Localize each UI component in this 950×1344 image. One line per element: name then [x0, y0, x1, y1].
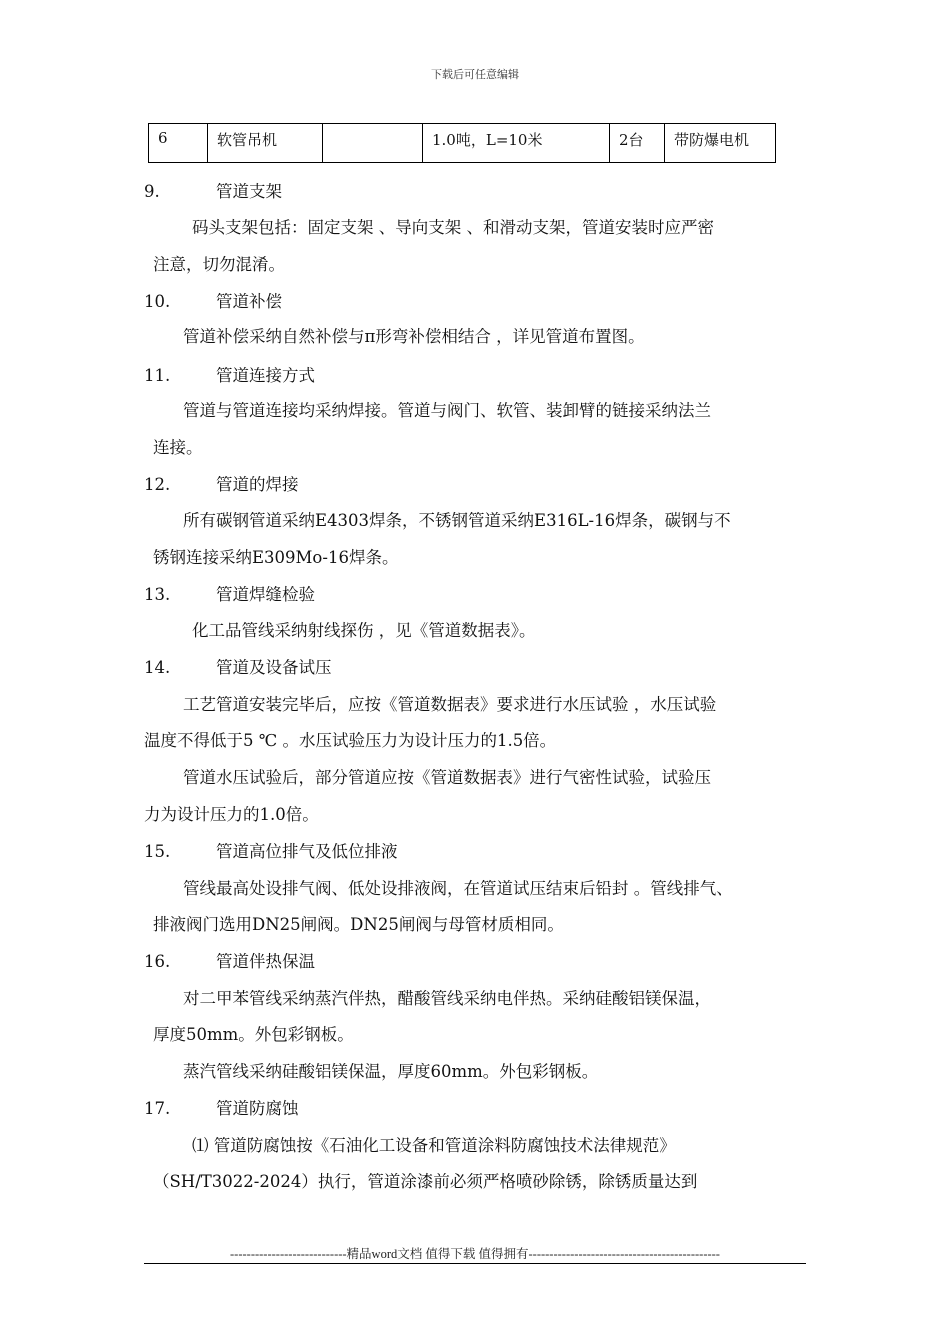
section-number: 10. [144, 292, 171, 311]
equipment-table [148, 123, 776, 163]
section-title: 管道及设备试压 [216, 658, 332, 677]
section-title: 管道防腐蚀 [216, 1099, 299, 1118]
table-cell-name: 软管吊机 [208, 124, 323, 163]
section-title: 管道连接方式 [216, 366, 315, 385]
section-number: 14. [144, 658, 171, 677]
section-number: 15. [144, 842, 171, 861]
section-number: 12. [144, 475, 171, 494]
section-number: 13. [144, 585, 171, 604]
section-title: 管道补偿 [216, 292, 282, 311]
table-cell-model [323, 124, 423, 163]
table-row [149, 124, 776, 163]
table-cell-note: 带防爆电机 [665, 124, 776, 163]
section-title: 管道焊缝检验 [216, 585, 315, 604]
table-cell-qty: 2台 [610, 124, 665, 163]
page-header: 下载后可任意编辑 [431, 68, 519, 81]
section-number: 9. [144, 182, 160, 201]
footer-divider [144, 1263, 806, 1264]
section-title: 管道的焊接 [216, 475, 299, 494]
section-number: 17. [144, 1099, 171, 1118]
section-number: 11. [144, 366, 171, 385]
section-number: 16. [144, 952, 171, 971]
section-title: 管道伴热保温 [216, 952, 315, 971]
table-cell-spec: 1.0吨，L=10米 [423, 124, 610, 163]
table-cell-index: 6 [149, 124, 208, 163]
section-title: 管道高位排气及低位排液 [216, 842, 398, 861]
page-footer: ----------------------------精品word文档 值得下载 值得拥有---------------------------------------------- [230, 1247, 720, 1261]
section-title: 管道支架 [216, 182, 282, 201]
